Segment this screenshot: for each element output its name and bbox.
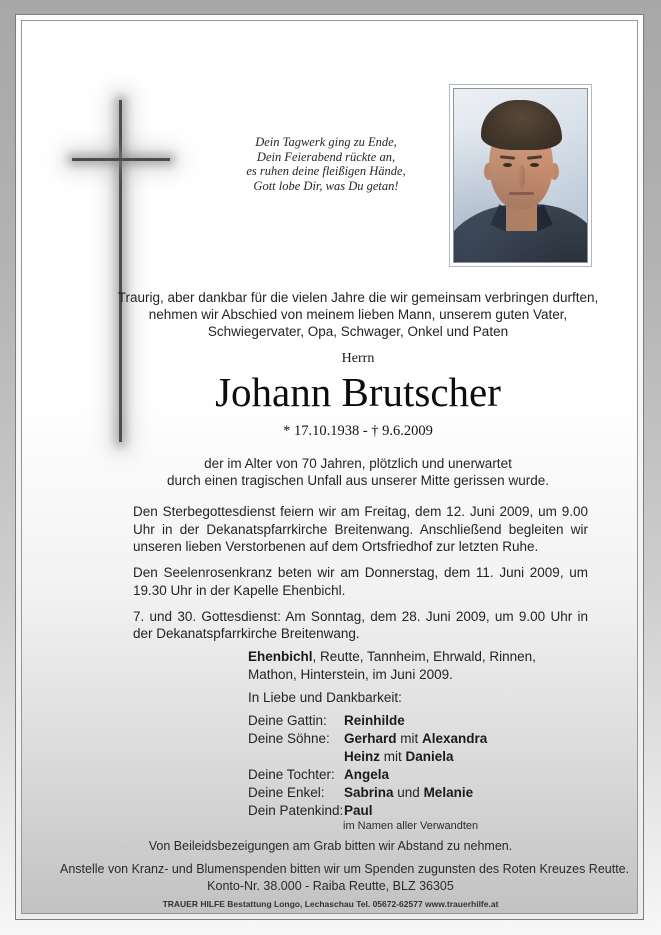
text-line: Dein Tagwerk ging zu Ende,: [255, 135, 397, 149]
bold-name: Alexandra: [422, 731, 488, 746]
text-line: Dein Feierabend rückte an,: [256, 149, 396, 164]
death-circumstance-text: [95, 455, 621, 489]
text-line: Schwiegervater, Opa, Schwager, Onkel und Paten: [207, 324, 509, 339]
service-paragraph: Den Sterbegottesdienst feiern wir am Freitag, dem 12. Juni 2009, um 9.00 Uhr in der Dekanatspfarrkirche Breitenwang. Anschließend begleiten wir unseren lieben Verstorbenen auf dem Ortsfriedhof zur letzten Ruhe.: [133, 504, 588, 554]
portrait-ear-left: [484, 163, 493, 180]
family-member-names: [344, 766, 389, 784]
bold-name: Ehenbichl: [248, 649, 313, 664]
bold-name: Melanie: [423, 785, 474, 800]
life-dates: * 17.10.1938 - † 9.6.2009: [283, 423, 433, 439]
text-line: nehmen wir Abschied von meinem lieben Mann, unserem guten Vater,: [148, 307, 568, 322]
portrait-collar-right: [528, 204, 552, 231]
service-paragraph: Den Seelenrosenkranz beten wir am Donnerstag, dem 11. Juni 2009, um 19.30 Uhr in der Kapelle Ehenbichl.: [133, 565, 588, 598]
family-relation-label: Deine Tochter:: [248, 767, 335, 782]
text-line: es ruhen deine fleißigen Hände,: [246, 164, 406, 178]
intro-text: [95, 289, 621, 340]
family-member-names: [344, 712, 405, 730]
portrait-photo: [449, 84, 592, 267]
portrait-collar-left: [490, 204, 514, 231]
family-row: [248, 766, 487, 784]
family-relation-label: Deine Enkel:: [248, 785, 325, 800]
family-row: [248, 730, 487, 748]
family-member-names: Heinz mit Daniela: [344, 749, 454, 764]
places-line-1: Ehenbichl, Reutte, Tannheim, Ehrwald, Rinnen,: [248, 649, 536, 664]
portrait-shirt: [453, 204, 588, 263]
portrait-brow-right: [527, 155, 542, 160]
family-row: [248, 712, 487, 730]
portrait-ear-right: [550, 163, 559, 180]
deceased-name: Johann Brutscher: [215, 369, 501, 415]
family-member-names: [344, 802, 373, 820]
bold-name: Daniela: [405, 749, 454, 764]
funeral-home-footer: TRAUER HILFE Bestattung Longo, Lechaschau Tel. 05672-62577 www.trauerhilfe.at: [162, 899, 499, 909]
salutation: Herrn: [341, 351, 375, 366]
family-row: [248, 784, 487, 802]
service-paragraph: 7. und 30. Gottesdienst: Am Sonntag, dem 28. Juni 2009, um 9.00 Uhr in der Dekanatspfarrkirche Breitenwang.: [133, 608, 588, 641]
portrait-eye-right: [530, 163, 539, 167]
family-member-names: Gerhard mit Alexandra: [344, 731, 488, 746]
text-line: Traurig, aber dankbar für die vielen Jahre die wir gemeinsam verbringen durften,: [117, 290, 599, 305]
text-line: Anstelle von Kranz- und Blumenspenden bitten wir um Spenden zugunsten des Roten Kreuzes Reutte.: [60, 862, 630, 876]
bold-name: Heinz: [344, 749, 381, 764]
family-footnote: im Namen aller Verwandten: [343, 820, 479, 832]
text-line: der im Alter von 70 Jahren, plötzlich und unerwartet: [204, 456, 512, 471]
family-relation-label: Deine Söhne:: [248, 731, 330, 746]
condolence-note: Von Beileidsbezeigungen am Grab bitten wir Abstand zu nehmen.: [148, 839, 513, 853]
portrait-neck: [506, 199, 537, 231]
family-list: [248, 712, 487, 820]
portrait-nose: [517, 165, 525, 188]
portrait-face: [489, 117, 553, 209]
family-relation-label: [248, 748, 344, 766]
portrait-brow-left: [500, 155, 515, 160]
places-and-date: [248, 648, 536, 684]
bold-name: Reinhilde: [344, 713, 405, 728]
bold-name: Paul: [344, 803, 373, 818]
places-line-2: Mathon, Hinterstein, im Juni 2009.: [248, 667, 453, 682]
gratitude-line: In Liebe und Dankbarkeit:: [248, 690, 402, 705]
text-line: Konto-Nr. 38.000 - Raiba Reutte, BLZ 36305: [207, 878, 454, 893]
service-announcements: [133, 503, 588, 651]
portrait-eye-left: [503, 163, 512, 167]
family-relation-label: Deine Gattin:: [248, 713, 327, 728]
memorial-poem: [186, 135, 466, 193]
family-relation-label: Dein Patenkind:: [248, 803, 344, 818]
portrait-mouth: [509, 192, 534, 195]
text-line: durch einen tragischen Unfall aus unserer Mitte gerissen wurde.: [167, 473, 549, 488]
portrait-photo-image: [453, 88, 588, 263]
family-member-names: Sabrina und Melanie: [344, 785, 474, 800]
portrait-hair: [481, 100, 562, 150]
family-row: [248, 802, 487, 820]
donation-note: [60, 861, 630, 894]
family-row: [248, 748, 487, 766]
bold-name: Sabrina: [344, 785, 394, 800]
cross-horizontal-bar: [72, 158, 170, 161]
bold-name: Angela: [344, 767, 390, 782]
text-line: Gott lobe Dir, was Du getan!: [253, 178, 399, 193]
bold-name: Gerhard: [344, 731, 397, 746]
